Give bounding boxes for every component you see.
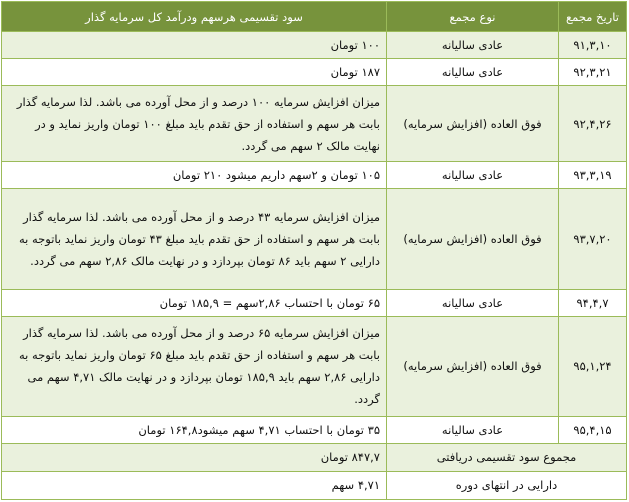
summary-label: دارایی در انتهای دوره [387,471,627,499]
dividend-cell: ۱۸۷ تومان [2,59,387,86]
header-row [2,2,627,32]
meeting-type: فوق العاده (افزایش سرمایه) [387,86,559,162]
dividend-cell: میزان افزایش سرمایه ۶۵ درصد و از محل آورده می باشد. لذا سرمایه گذار بابت هر سهم و استفاده از حق تقدم باید مبلغ ۶۵ تومان واریز نماید باتوجه به دارایی ۲,۸۶ سهم باید ۱۸۵,۹ تومان بپردازد و در نهایت مالک ۴,۷۱ سهم می گردد. [2,316,387,416]
table-row [2,86,627,162]
table-row [2,59,627,86]
table-row [2,416,627,443]
meeting-type: عادی سالیانه [387,59,559,86]
dividend-cell: ۶۵ تومان با احتساب ۲,۸۶سهم = ۱۸۵,۹ تومان [2,289,387,316]
meeting-type: عادی سالیانه [387,162,559,189]
table-row [2,32,627,59]
meeting-type: فوق العاده (افزایش سرمایه) [387,189,559,289]
dividend-cell: میزان افزایش سرمایه ۱۰۰ درصد و از محل آورده می باشد. لذا سرمایه گذار بابت هر سهم و استفاده از حق تقدم باید مبلغ ۱۰۰ تومان واریز نماید و در نهایت مالک ۲ سهم می گردد. [2,86,387,162]
meeting-type: عادی سالیانه [387,416,559,443]
dividend-history-table [1,1,627,500]
meeting-date: ۹۲,۴,۲۶ [559,86,627,162]
summary-row-final-holdings [2,471,627,499]
header-date: تاریخ مجمع [559,2,627,32]
meeting-type: عادی سالیانه [387,289,559,316]
meeting-date: ۹۳,۷,۲۰ [559,189,627,289]
meeting-date: ۹۲,۳,۲۱ [559,59,627,86]
meeting-date: ۹۵,۴,۱۵ [559,416,627,443]
header-type: نوع مجمع [387,2,559,32]
table-row [2,189,627,289]
summary-value: ۴,۷۱ سهم [2,471,387,499]
meeting-type: فوق العاده (افزایش سرمایه) [387,316,559,416]
table-row [2,162,627,189]
summary-label: مجموع سود تقسیمی دریافتی [387,443,627,471]
summary-row-total-dividend [2,443,627,471]
meeting-date: ۹۱,۳,۱۰ [559,32,627,59]
dividend-cell: ۱۰۰ تومان [2,32,387,59]
dividend-cell: ۱۰۵ تومان و ۲سهم داریم میشود ۲۱۰ تومان [2,162,387,189]
table-row [2,289,627,316]
meeting-date: ۹۳,۳,۱۹ [559,162,627,189]
meeting-date: ۹۵,۱,۲۴ [559,316,627,416]
header-dividend: سود تقسیمی هرسهم ودرآمد کل سرمایه گذار [2,2,387,32]
meeting-date: ۹۴,۴,۷ [559,289,627,316]
summary-value: ۸۴۷,۷ تومان [2,443,387,471]
dividend-cell: ۳۵ تومان با احتساب ۴,۷۱ سهم میشود۱۶۴,۸ تومان [2,416,387,443]
dividend-cell: میزان افزایش سرمایه ۴۳ درصد و از محل آورده می باشد. لذا سرمایه گذار بابت هر سهم و استفاده از حق تقدم باید مبلغ ۴۳ تومان واریز نماید باتوجه به دارایی ۲ سهم باید ۸۶ تومان بپردازد و در نهایت مالک ۲,۸۶ سهم می گردد. [2,189,387,289]
table-row [2,316,627,416]
meeting-type: عادی سالیانه [387,32,559,59]
